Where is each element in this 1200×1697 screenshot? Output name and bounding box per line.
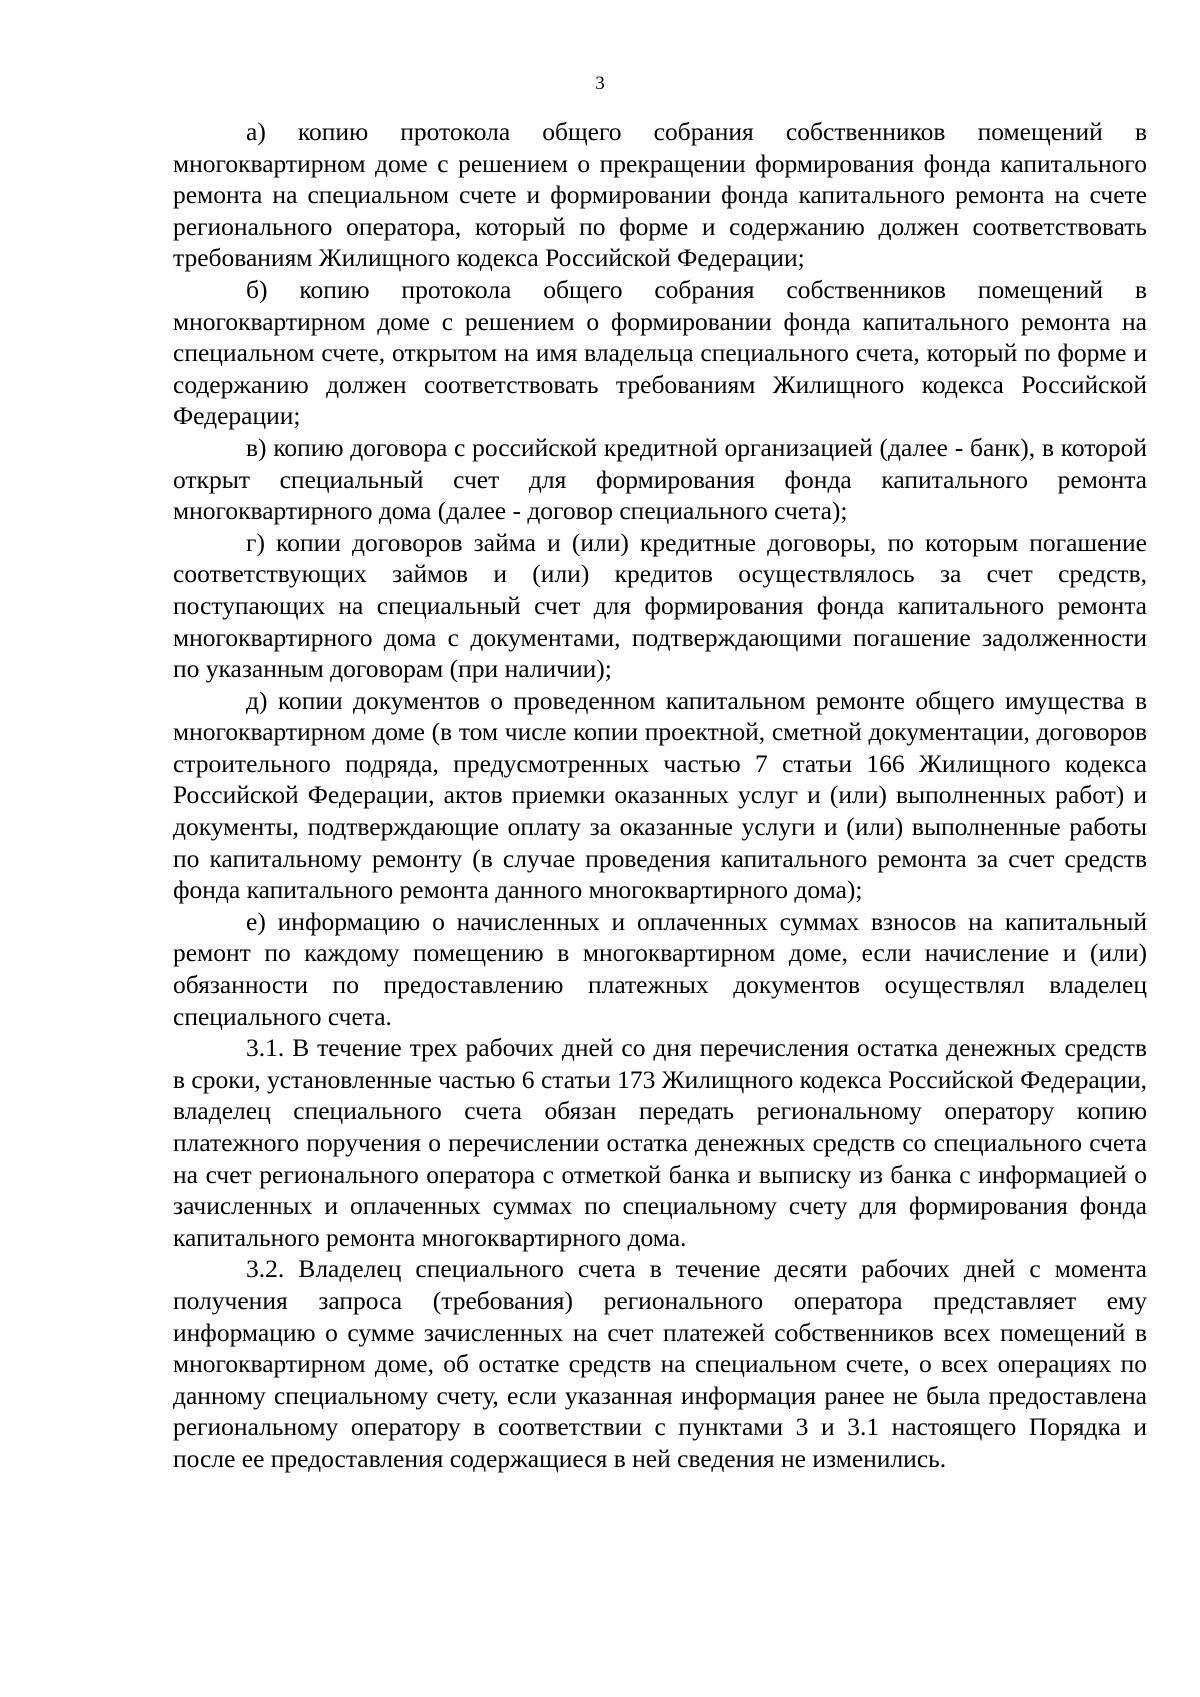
paragraph-item-v: в) копию договора с российской кредитной организацией (далее - банк), в которой открыт специальный счет для формирования фонда капитального ремонта многоквартирного дома (далее - договор специального счета); <box>173 432 1147 526</box>
paragraph-item-e: е) информацию о начисленных и оплаченных суммах взносов на капитальный ремонт по каждому помещению в многоквартирном доме, если начисление и (или) обязанности по предоставлению платежных документов осуществлял владелец специального счета. <box>173 906 1147 1031</box>
paragraph-clause-3-2: 3.2. Владелец специального счета в течение десяти рабочих дней с момента получения запроса (требования) регионального оператора представляет ему информацию о сумме зачисленных на счет платежей собственников всех помещений в многоквартирном доме, об остатке средств на специальном счете, о всех операциях по данному специальному счету, если указанная информация ранее не была предоставлена региональному оператору в соответствии с пунктами 3 и 3.1 настоящего Порядка и после ее предоставления содержащиеся в ней сведения не изменились. <box>173 1254 1147 1473</box>
paragraph-item-d: д) копии документов о проведенном капитальном ремонте общего имущества в многоквартирном доме (в том числе копии проектной, сметной документации, договоров строительного подряда, предусмотренных частью 7 статьи 166 Жилищного кодекса Российской Федерации, актов приемки оказанных услуг и (или) выполненных работ) и документы, подтверждающие оплату за оказанные услуги и (или) выполненные работы по капитальному ремонту (в случае проведения капитального ремонта за счет средств фонда капитального ремонта данного многоквартирного дома); <box>173 685 1147 905</box>
paragraph-item-b: б) копию протокола общего собрания собственников помещений в многоквартирном доме с решением о формировании фонда капитального ремонта на специальном счете, открытом на имя владельца специального счета, который по форме и содержанию должен соответствовать требованиям Жилищного кодекса Российской Федерации; <box>173 274 1147 431</box>
paragraph-item-g: г) копии договоров займа и (или) кредитные договоры, по которым погашение соответствующих займов и (или) кредитов осуществлялось за счет средств, поступающих на специальный счет для формирования фонда капитального ремонта многоквартирного дома с документами, подтверждающими погашение задолженности по указанным договорам (при наличии); <box>173 527 1147 684</box>
document-body <box>173 116 1147 1475</box>
paragraph-clause-3-1: 3.1. В течение трех рабочих дней со дня перечисления остатка денежных средств в сроки, установленные частью 6 статьи 173 Жилищного кодекса Российской Федерации, владелец специального счета обязан передать региональному оператору копию платежного поручения о перечислении остатка денежных средств со специального счета на счет регионального оператора с отметкой банка и выписку из банка с информацией о зачисленных и оплаченных суммах по специальному счету для формирования фонда капитального ремонта многоквартирного дома. <box>173 1033 1147 1252</box>
page-number: 3 <box>595 73 605 94</box>
paragraph-item-a: а) копию протокола общего собрания собственников помещений в многоквартирном доме с решением о прекращении формирования фонда капитального ремонта на специальном счете и формировании фонда капитального ремонта на счете регионального оператора, который по форме и содержанию должен соответствовать требованиям Жилищного кодекса Российской Федерации; <box>173 117 1147 273</box>
